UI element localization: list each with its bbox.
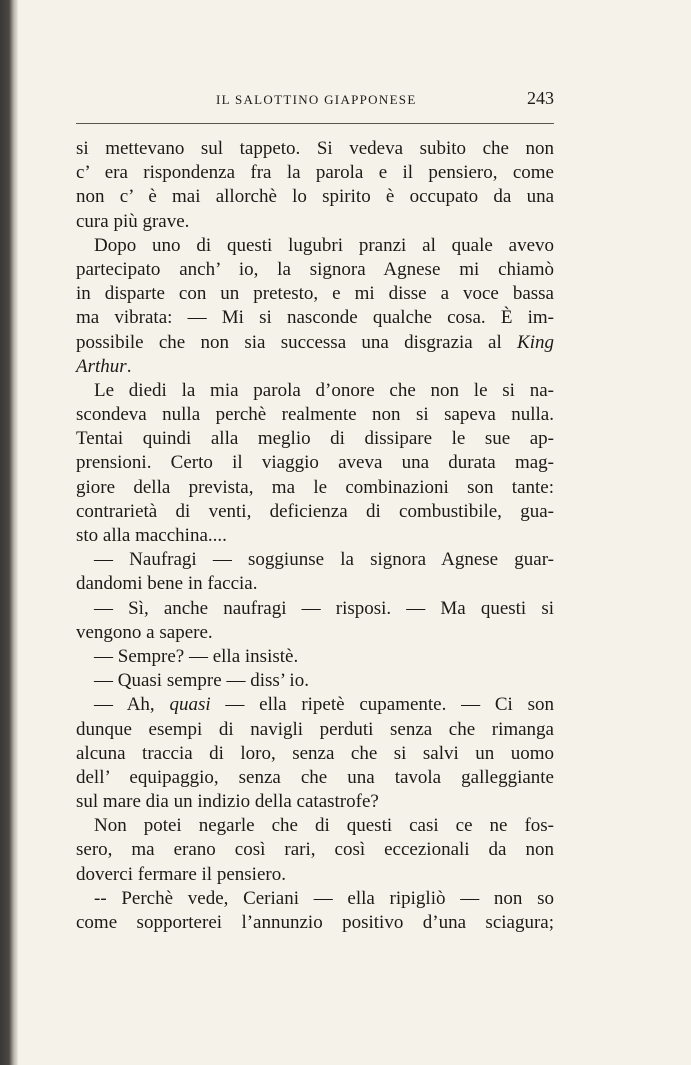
text-segment: alcuna traccia di loro, senza che si salvi un uomo [76,742,554,764]
text-segment: si mettevano sul tappeto. Si vedeva subito che non [76,138,554,159]
text-line [76,451,554,475]
text-segment: — Naufragi — soggiunse la signora Agnese guar- [94,549,554,571]
text-segment: — ella ripetè cupamente. — Ci son [210,694,554,716]
italic-text: quasi [169,694,211,716]
text-line [76,234,554,258]
text-line [76,742,554,766]
text-line [76,161,554,185]
text-segment: Tentai quindi alla meglio di dissipare le sue ap- [76,428,554,450]
text-segment: Non potei negarle che di questi casi ce ne fos- [94,815,554,837]
italic-text: King [517,331,554,353]
text-line [76,572,554,596]
text-segment: vengono a sapere. [76,621,213,643]
text-line [76,476,554,500]
text-segment: in disparte con un pretesto, e mi disse a voce bassa [76,283,554,305]
header-rule [76,123,554,124]
text-segment: non c’ è mai allorchè lo spirito è occupato da una [76,186,554,208]
text-line [76,621,554,645]
text-segment: . [126,355,132,377]
text-segment: sul mare dia un indizio della catastrofe? [76,791,379,813]
text-line [76,597,554,621]
text-line [76,427,554,451]
text-segment: ma vibrata: — Mi si nasconde qualche cosa. È im- [76,307,554,329]
text-line [76,306,554,330]
text-line [76,548,554,572]
text-line [76,379,554,403]
text-line [76,403,554,427]
text-segment: partecipato anch’ io, la signora Agnese mi chiamò [76,258,554,280]
text-segment: — Sì, anche naufragi — risposi. — Ma questi si [94,597,554,619]
text-line [76,814,554,838]
text-line [76,500,554,524]
text-segment: dell’ equipaggio, senza che una tavola galleggiante [76,766,554,788]
text-segment: c’ era rispondenza fra la parola e il pensiero, come [76,162,554,184]
text-line [76,258,554,282]
text-segment: scondeva nulla perchè realmente non si sapeva nulla. [76,404,554,426]
text-line [76,838,554,862]
text-line [76,790,554,814]
text-segment: dandomi bene in faccia. [76,573,258,595]
text-line [76,911,554,935]
binding-shadow [0,0,18,1065]
text-segment: cura più grave. [76,210,190,232]
text-segment: — Quasi sempre — diss’ io. [94,670,309,692]
body-text [76,137,554,935]
text-line [76,355,554,379]
text-line [76,863,554,887]
text-segment: prensioni. Certo il viaggio aveva una durata mag- [76,452,554,474]
text-segment: Dopo uno di questi lugubri pranzi al quale avevo [94,234,554,256]
text-line [76,524,554,548]
text-line [76,282,554,306]
text-line [76,185,554,209]
text-line [76,718,554,742]
text-segment: doverci fermare il pensiero. [76,863,286,885]
text-segment: giore della prevista, ma le combinazioni son tante: [76,476,554,498]
text-line [76,645,554,669]
text-line [76,669,554,693]
text-segment: possibile che non sia successa una disgrazia al [76,331,518,353]
text-segment: contrarietà di venti, deficienza di combustibile, gua- [76,500,554,522]
italic-text: Arthur [76,355,127,377]
text-segment: dunque esempi di navigli perduti senza che rimanga [76,718,554,740]
text-line [76,137,554,161]
text-segment: Le diedi la mia parola d’onore che non le si na- [94,379,554,401]
text-line [76,766,554,790]
text-segment: -- Perchè vede, Ceriani — ella ripigliò — non so [94,887,554,909]
text-line [76,887,554,911]
text-segment: sto alla macchina.... [76,525,227,546]
text-segment: come sopporterei l’annunzio positivo d’una sciagura; [76,912,554,933]
text-line [76,693,554,717]
page-number: 243 [527,88,554,108]
text-segment: — Sempre? — ella insistè. [94,645,299,667]
text-segment: sero, ma erano così rari, così eccezionali da non [76,839,554,861]
text-line [76,331,554,355]
text-line [76,210,554,234]
running-title: IL SALOTTINO GIAPPONESE [216,92,417,107]
text-segment: — Ah, [94,694,170,716]
page-header [76,88,556,112]
